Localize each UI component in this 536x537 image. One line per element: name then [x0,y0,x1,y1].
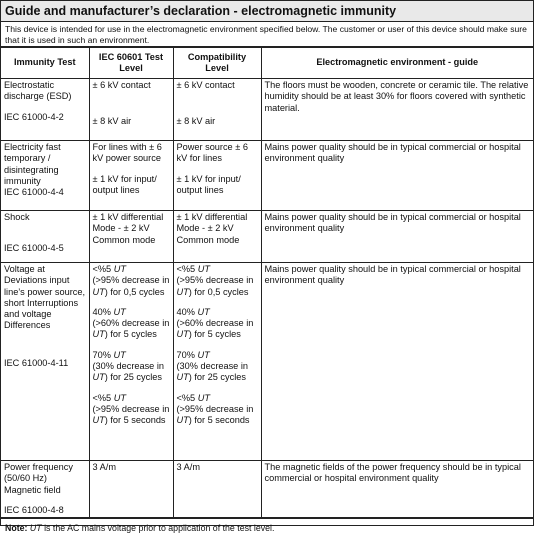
level-io: ± 1 kV for input/ output lines [92,173,157,195]
dip-level-3: 70% UT (30% decrease in UT) for 25 cycles [92,349,164,383]
cell-environment: Mains power quality should be in typical commercial or hospital environment quality [261,263,533,461]
header-iec-level: IEC 60601 Test Level [89,48,173,79]
dip-level-2: 40% UT (>60% decrease in UT) for 5 cycles [176,306,254,340]
dip-level-1: <%5 UT (>95% decrease in UT) for 0,5 cycles [92,264,170,297]
header-environment-guide: Electromagnetic environment - guide [261,48,533,79]
test-name: Electrostatic discharge (ESD) [4,80,72,102]
cell-compat-level: ± 1 kV differential Mode - ± 2 kV Common mode [173,211,261,263]
table-row-shock [1,211,533,263]
level-contact: ± 6 kV contact [92,80,151,90]
dip-level-4: <%5 UT (>95% decrease in UT) for 5 seconds [92,392,170,426]
test-standard: IEC 61000-4-11 [4,357,69,368]
level-air: ± 8 kV air [176,116,216,127]
cell-test [1,263,89,461]
table-row-voltage-dips [1,263,533,461]
cell-iec-level [89,141,173,211]
cell-iec-level [89,79,173,141]
cell-compat-level [173,141,261,211]
test-name: Voltage at Deviations input line’s power source, short Interruptions and voltage Differences [4,264,86,331]
test-standard: IEC 61000-4-4 [4,187,64,198]
cell-compat-level: 3 A/m [173,461,261,518]
level-contact: ± 6 kV contact [176,80,235,90]
note-ut: UT [29,523,42,534]
test-name: Power frequency (50/60 Hz) Magnetic field [4,462,73,495]
test-standard: IEC 61000-4-8 [4,504,64,515]
level-air: ± 8 kV air [92,116,132,127]
test-name: Electricity fast temporary / disintegrating immunity [4,142,61,186]
test-standard: IEC 61000-4-2 [4,111,64,122]
intro-text: This device is intended for use in the electromagnetic environment specified below. The customer or user of this device should make sure that it is used in such an environment. [1,22,533,47]
cell-iec-level: 3 A/m [89,461,173,518]
dip-level-2: 40% UT (>60% decrease in UT) for 5 cycles [92,306,170,340]
cell-test [1,141,89,211]
dip-level-3: 70% UT (30% decrease in UT) for 25 cycles [176,349,248,383]
level-io: ± 1 kV for input/ output lines [176,173,241,195]
level-power: Power source ± 6 kV for lines [176,142,248,164]
dip-level-1: <%5 UT (>95% decrease in UT) for 0,5 cycles [176,264,254,297]
cell-iec-level [89,263,173,461]
cell-environment: Mains power quality should be in typical commercial or hospital environment quality [261,141,533,211]
header-immunity-test: Immunity Test [1,48,89,79]
dip-level-4: <%5 UT (>95% decrease in UT) for 5 seconds [176,392,254,426]
level-power: For lines with ± 6 kV power source [92,142,162,164]
cell-test [1,211,89,263]
cell-environment: The magnetic fields of the power frequency should be in typical commercial or hospital environment quality [261,461,533,518]
cell-environment: The floors must be wooden, concrete or ceramic tile. The relative humidity should be at least 30% for floors covered with synthetic material. [261,79,533,141]
note-text: is the AC mains voltage prior to application of the test level. [41,523,275,534]
cell-environment: Mains power quality should be in typical commercial or hospital environment quality [261,211,533,263]
header-compatibility-level: Compatibility Level [173,48,261,79]
note-label: Note: [5,523,30,534]
cell-compat-level [173,79,261,141]
table-header-row [1,48,533,79]
test-name: Shock [4,212,30,222]
immunity-table [1,47,533,518]
table-row-esd [1,79,533,141]
table-row-power-frequency [1,461,533,518]
page-title: Guide and manufacturer’s declaration - electromagnetic immunity [1,1,533,22]
table-row-eft [1,141,533,211]
cell-test [1,79,89,141]
cell-iec-level: ± 1 kV differential Mode - ± 2 kV Common mode [89,211,173,263]
cell-test [1,461,89,518]
test-standard: IEC 61000-4-5 [4,243,64,254]
cell-compat-level [173,263,261,461]
